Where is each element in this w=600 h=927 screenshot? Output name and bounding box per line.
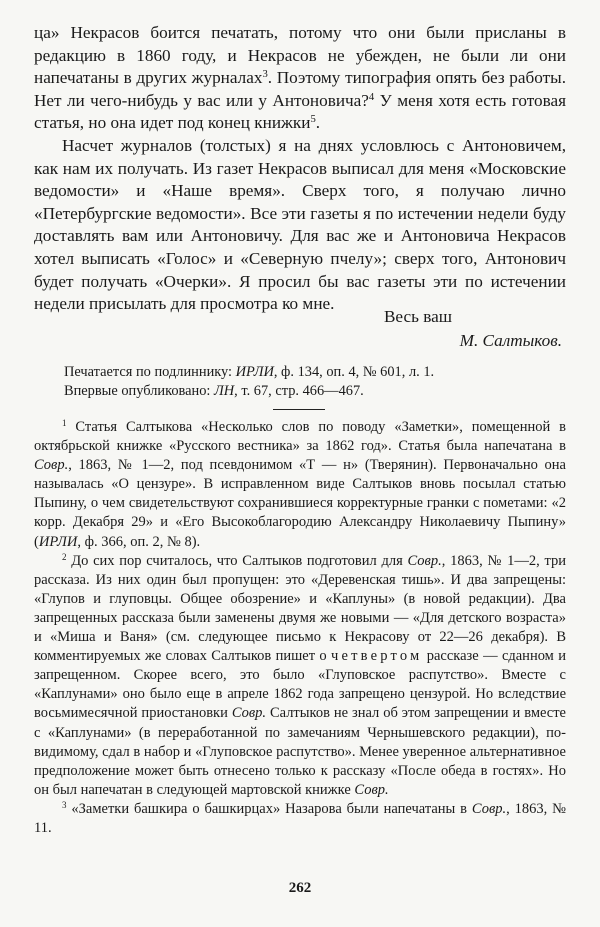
letter-paragraph-2: Насчет журналов (толстых) я на днях условлюсь с Антоновичем, как нам их получать. Из газет Некрасов выписал для меня «Московские ведомости» и «Наше время». Сверх того, я получаю лично «Петербургские ведомости». Все эти газеты я по истечении недели буду доставлять вам или Антоновичу. Для вас же и Антоновича Некрасов хотел выписать «Голос» и «Северную пчелу»; сверх того, Антонович будет получать «Очерки». Я просил бы вас газеты эти по истечении недели присылать для просмотра ко мне.	[34, 135, 566, 314]
footnote-ref-5: 5	[310, 114, 316, 126]
footnote-3	[34, 800, 566, 838]
footnote-divider	[273, 409, 325, 410]
source-line-first-published	[64, 382, 564, 401]
letter-paragraph-1	[34, 22, 566, 135]
footnote-text: , ф. 366, оп. 2, № 8).	[77, 533, 201, 550]
paragraph-text: У меня хотя есть готовая статья, но она идет под конец книжки	[34, 90, 566, 133]
footnote-mark: 1	[62, 418, 67, 429]
spaced-emphasis: четвертом	[331, 648, 423, 665]
journal-abbrev: Совр.	[471, 800, 507, 817]
footnote-1	[34, 418, 566, 552]
journal-abbrev: Совр.	[407, 552, 442, 569]
paragraph-text: .	[315, 113, 321, 133]
journal-abbrev: Совр.	[354, 781, 389, 798]
footnote-text: , 1863, № 11.	[34, 800, 566, 836]
source-text: Впервые опубликовано:	[64, 383, 215, 399]
footnote-ref-3: 3	[262, 69, 268, 81]
journal-abbrev: Совр.	[231, 705, 267, 722]
source-text: , ф. 134, оп. 4, № 601, л. 1.	[273, 364, 435, 380]
archive-abbrev: ИРЛИ	[235, 364, 274, 380]
letter-closing	[34, 305, 566, 353]
page-number: 262	[288, 880, 312, 896]
footnote-text: , 1863, № 1—2, три рассказа. Из них один был пропущен: это «Деревенская тишь». И два запрещены: «Глупов и глуповцы. Общее обозрение» и «Каплуны» (в новой редакции). Два запрещенных рассказа были заменены двумя же новыми — «Для детского возраста» и «Миша и Ваня» (см. следующее письмо к Некрасову от 22—26 декабря). В комментируемых же словах Салтыков пишет о	[34, 552, 567, 665]
footnote-mark: 3	[62, 799, 67, 810]
footnote-text: Салтыков не знал об этом запрещении и вместе с «Каплунами» (в переработанной по замечаниям Чернышевского редакции), по-видимому, сдал в набор и «Глуповское распутство». Менее уверенное альтернативное предположение может быть отнесено только к рассказу «После обеда в гостях». Но он был напечатан в следующей мартовской книжке	[34, 705, 566, 798]
footnote-text: , 1863, № 1—2, под псевдонимом «Т — н» (Тверянин). Первоначально она называлась «О цензуре». В исправленном виде Салтыков вновь посылал статью Пыпину, о чем свидетельствуют сохранившиеся корректурные гранки с пометами: «2 корр. Декабря 29» и «Его Высокоблагородию Александру Николаевичу Пыпину» (	[34, 457, 566, 550]
source-line-original	[64, 363, 564, 382]
archive-abbrev: ИРЛИ	[38, 533, 78, 550]
footnote-text: «Заметки башкира о башкирцах» Назарова были напечатаны в	[66, 800, 472, 817]
source-note	[64, 363, 564, 401]
letter-body	[34, 22, 566, 316]
footnote-mark: 2	[62, 551, 67, 562]
signature: М. Салтыков.	[459, 331, 562, 350]
footnote-ref-4: 4	[368, 91, 375, 103]
footnote-text: рассказе — сданном и запрещенном. Скорее всего, это было «Глуповское распутство». Вместе с «Каплунами» оно было еще в апреле 1862 года запрещено цензурой. Но вследствие восьмимесячной приостановки	[34, 648, 566, 722]
footnotes	[34, 418, 566, 838]
paragraph-text: ца» Некрасов боится печатать, потому что они были присланы в редакцию в 1860 году, и Некрасов не убежден, не были ли они напечатаны в других журналах	[34, 23, 566, 88]
greeting: Весь ваш	[383, 307, 452, 326]
paragraph-text: . Поэтому типография опять без работы. Нет ли чего-нибудь у вас или у Антоновича?	[34, 68, 566, 110]
footnote-text: Статья Салтыкова «Несколько слов по поводу «Заметки», помещенной в октябрьской книжке «Русского вестника» за 1862 год». Статья была напечатана в	[34, 419, 566, 455]
source-text: , т. 67, стр. 466—467.	[234, 383, 364, 399]
footnote-text: До сих пор считалось, что Салтыков подготовил для	[66, 552, 408, 569]
publication-abbrev: ЛН	[214, 383, 235, 399]
footnote-2	[34, 552, 566, 800]
source-text: Печатается по подлиннику:	[64, 364, 236, 380]
journal-abbrev: Совр.	[34, 457, 69, 474]
